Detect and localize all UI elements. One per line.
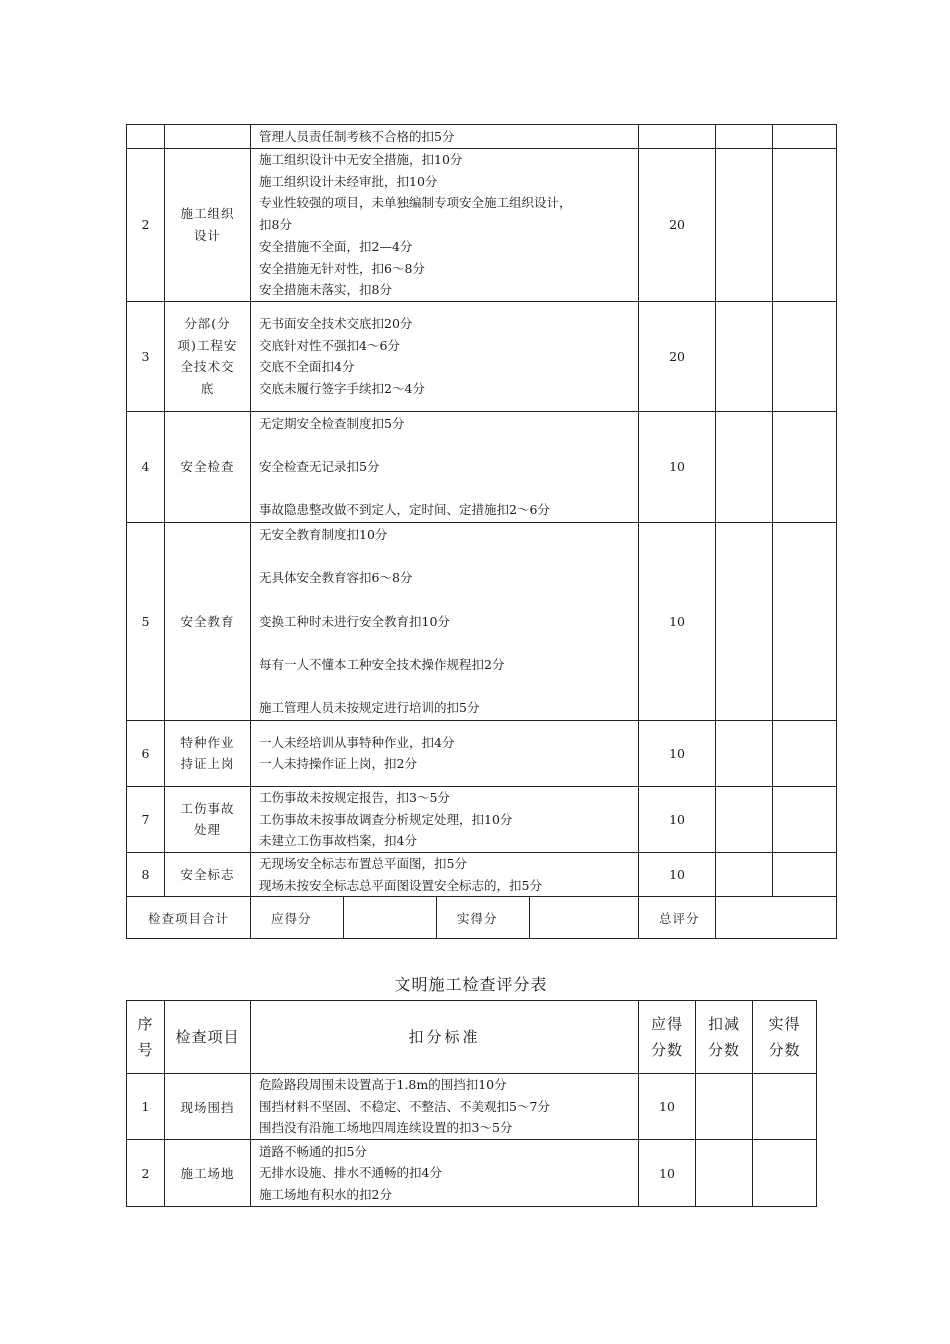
row-number: 3 <box>127 301 165 411</box>
table-row <box>127 1140 817 1207</box>
actual-score-cell <box>773 786 837 852</box>
header-item: 检查项目 <box>165 1001 251 1074</box>
actual-score-label: 实得分 <box>437 897 530 939</box>
deducted-score-cell <box>696 1074 753 1140</box>
due-score: 10 <box>639 786 716 852</box>
row-number <box>127 125 165 149</box>
header-row <box>127 1001 817 1074</box>
table-row <box>127 149 837 302</box>
due-score: 20 <box>639 149 716 302</box>
row-item <box>165 125 251 149</box>
deducted-score-cell <box>716 125 773 149</box>
row-item: 安全检查 <box>165 411 251 522</box>
deducted-score-cell <box>716 301 773 411</box>
header-number: 序 号 <box>127 1001 165 1074</box>
civilized-construction-table <box>126 1000 817 1207</box>
deduction-criteria: 管理人员责任制考核不合格的扣5分 <box>251 125 639 149</box>
deducted-score-cell <box>716 411 773 522</box>
row-item: 分部(分 项)工程安 全技术交 底 <box>165 301 251 411</box>
deduction-criteria: 无书面安全技术交底扣20分 交底针对性不强扣4～6分 交底不全面扣4分 交底未履行签字手续扣2～4分 <box>251 301 639 411</box>
table-row <box>127 301 837 411</box>
table-row <box>127 720 837 786</box>
row-number: 7 <box>127 786 165 852</box>
deduction-criteria: 道路不畅通的扣5分 无排水设施、排水不通畅的扣4分 施工场地有积水的扣2分 <box>251 1140 639 1207</box>
header-due-score: 应得 分数 <box>639 1001 696 1074</box>
due-score <box>639 125 716 149</box>
header-actual-score: 实得 分数 <box>753 1001 817 1074</box>
actual-score-cell <box>773 411 837 522</box>
row-number: 6 <box>127 720 165 786</box>
row-number: 2 <box>127 149 165 302</box>
deduction-criteria: 施工组织设计中无安全措施，扣10分 施工组织设计未经审批，扣10分 专业性较强的项目，未单独编制专项安全施工组织设计， 扣8分 安全措施不全面，扣2—4分 安全措施无针对性，扣6～8分 安全措施未落实，扣8分 <box>251 149 639 302</box>
due-score: 10 <box>639 411 716 522</box>
deduction-criteria: 工伤事故未按规定报告，扣3～5分 工伤事故未按事故调查分析规定处理，扣10分 未建立工伤事故档案，扣4分 <box>251 786 639 852</box>
actual-score-value <box>530 897 639 939</box>
due-score: 10 <box>639 853 716 897</box>
row-item: 安全教育 <box>165 522 251 720</box>
deduction-criteria: 危险路段周围未设置高于1.8m的围挡扣10分 围挡材料不坚固、不稳定、不整洁、不美观扣5～7分 围挡没有沿施工场地四周连续设置的扣3～5分 <box>251 1074 639 1140</box>
actual-score-cell <box>773 522 837 720</box>
row-item: 施工场地 <box>165 1140 251 1207</box>
header-deducted-score: 扣减 分数 <box>696 1001 753 1074</box>
deduction-criteria: 无现场安全标志布置总平面图，扣5分 现场未按安全标志总平面图设置安全标志的，扣5分 <box>251 853 639 897</box>
table-row <box>127 411 837 522</box>
due-score: 20 <box>639 301 716 411</box>
actual-score-cell <box>773 125 837 149</box>
table-row <box>127 1074 817 1140</box>
actual-score-cell <box>773 301 837 411</box>
deducted-score-cell <box>716 720 773 786</box>
deduction-criteria: 无定期安全检查制度扣5分 安全检查无记录扣5分 事故隐患整改做不到定人，定时间、定措施扣2～6分 <box>251 411 639 522</box>
row-number: 8 <box>127 853 165 897</box>
actual-score-cell <box>773 853 837 897</box>
actual-score-cell <box>753 1074 817 1140</box>
row-number: 2 <box>127 1140 165 1207</box>
table-title: 文明施工检查评分表 <box>394 975 548 994</box>
row-item: 现场围挡 <box>165 1074 251 1140</box>
due-score: 10 <box>639 720 716 786</box>
actual-score-cell <box>773 720 837 786</box>
due-score-label: 应得分 <box>251 897 344 939</box>
due-score: 10 <box>639 1140 696 1207</box>
row-number: 4 <box>127 411 165 522</box>
deducted-score-cell <box>716 786 773 852</box>
deducted-score-cell <box>716 522 773 720</box>
total-score-value <box>716 897 837 939</box>
table-row <box>127 522 837 720</box>
actual-score-cell <box>753 1140 817 1207</box>
deducted-score-cell <box>716 853 773 897</box>
row-item: 工伤事故 处理 <box>165 786 251 852</box>
header-criteria: 扣分标准 <box>251 1001 639 1074</box>
total-score-label: 总评分 <box>639 897 716 939</box>
deducted-score-cell <box>716 149 773 302</box>
row-number: 5 <box>127 522 165 720</box>
deduction-criteria: 无安全教育制度扣10分 无具体安全教育容扣6～8分 变换工种时未进行安全教育扣10分 每有一人不懂本工种安全技术操作规程扣2分 施工管理人员未按规定进行培训的扣5分 <box>251 522 639 720</box>
table-row <box>127 125 837 149</box>
due-score: 10 <box>639 522 716 720</box>
due-score: 10 <box>639 1074 696 1140</box>
summary-label: 检查项目合计 <box>127 897 251 939</box>
summary-row <box>127 897 837 939</box>
due-score-value <box>344 897 437 939</box>
safety-inspection-table <box>126 124 837 939</box>
table-row <box>127 786 837 852</box>
deducted-score-cell <box>696 1140 753 1207</box>
row-item: 安全标志 <box>165 853 251 897</box>
row-item: 特种作业 持证上岗 <box>165 720 251 786</box>
row-number: 1 <box>127 1074 165 1140</box>
row-item: 施工组织 设计 <box>165 149 251 302</box>
actual-score-cell <box>773 149 837 302</box>
table-row <box>127 853 837 897</box>
deduction-criteria: 一人未经培训从事特种作业，扣4分 一人未持操作证上岗，扣2分 <box>251 720 639 786</box>
